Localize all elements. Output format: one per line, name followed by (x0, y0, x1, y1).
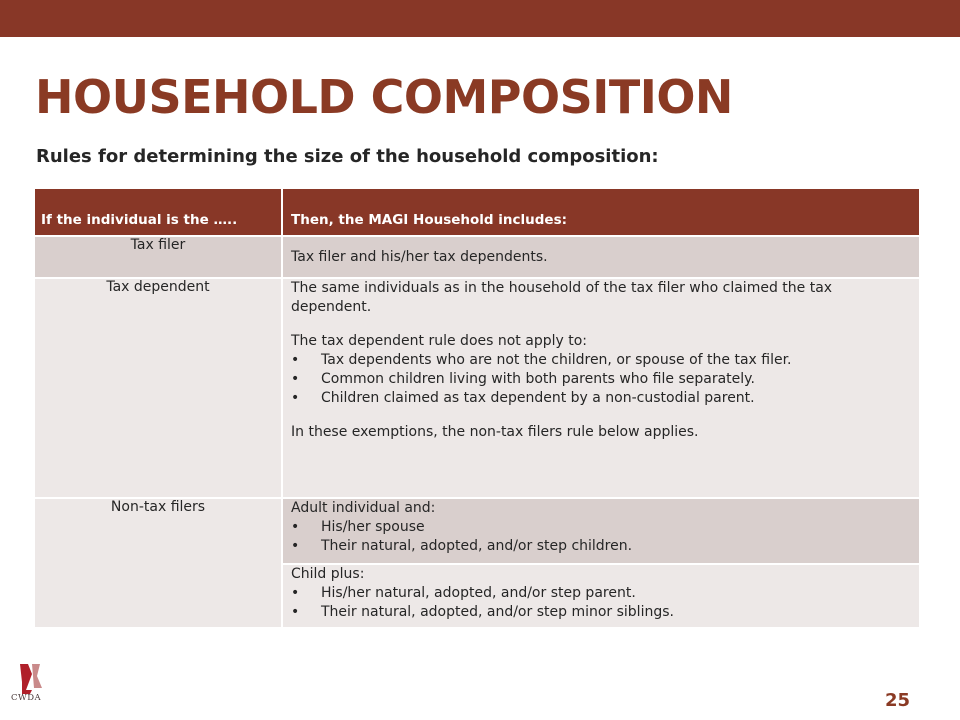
paragraph: In these exemptions, the non-tax filers rule below applies. (291, 424, 699, 440)
slide-title: HOUSEHOLD COMPOSITION (35, 70, 733, 124)
slide-subtitle: Rules for determining the size of the household composition: (36, 146, 659, 167)
row-text: Tax filer and his/her tax dependents. (282, 236, 920, 278)
list-item: • His/her spouse (291, 518, 911, 537)
list-item: • Children claimed as tax dependent by a non-custodial parent. (291, 389, 911, 408)
row-content (282, 498, 920, 564)
column-header-individual: If the individual is the ….. (34, 188, 282, 236)
table-row-tax-filer (34, 236, 920, 278)
column-header-household: Then, the MAGI Household includes: (282, 188, 920, 236)
row-content (282, 564, 920, 628)
paragraph: The tax dependent rule does not apply to: (291, 333, 587, 349)
child-list (291, 584, 911, 622)
list-item: • Their natural, adopted, and/or step minor siblings. (291, 603, 911, 622)
adult-list (291, 518, 911, 556)
table-header-row (34, 188, 920, 236)
list-item: • His/her natural, adopted, and/or step parent. (291, 584, 911, 603)
list-item: • Common children living with both parents who file separately. (291, 370, 911, 389)
table-row-tax-dependent (34, 278, 920, 498)
row-label: Tax dependent (34, 278, 282, 498)
row-label: Non-tax filers (34, 498, 282, 628)
paragraph: Adult individual and: (291, 500, 436, 516)
paragraph: The same individuals as in the household of the tax filer who claimed the tax dependent. (291, 280, 833, 315)
logo-text: CWDA (11, 693, 42, 703)
row-content (282, 278, 920, 498)
page-number: 25 (885, 690, 911, 711)
table-row-non-tax-filers-adult (34, 498, 920, 564)
row-label: Tax filer (34, 236, 282, 278)
top-accent-bar (0, 0, 960, 37)
exemption-list (291, 351, 911, 408)
paragraph: Child plus: (291, 566, 365, 582)
list-item: • Tax dependents who are not the children, or spouse of the tax filer. (291, 351, 911, 370)
household-rules-table (33, 187, 921, 629)
list-item: • Their natural, adopted, and/or step children. (291, 537, 911, 556)
